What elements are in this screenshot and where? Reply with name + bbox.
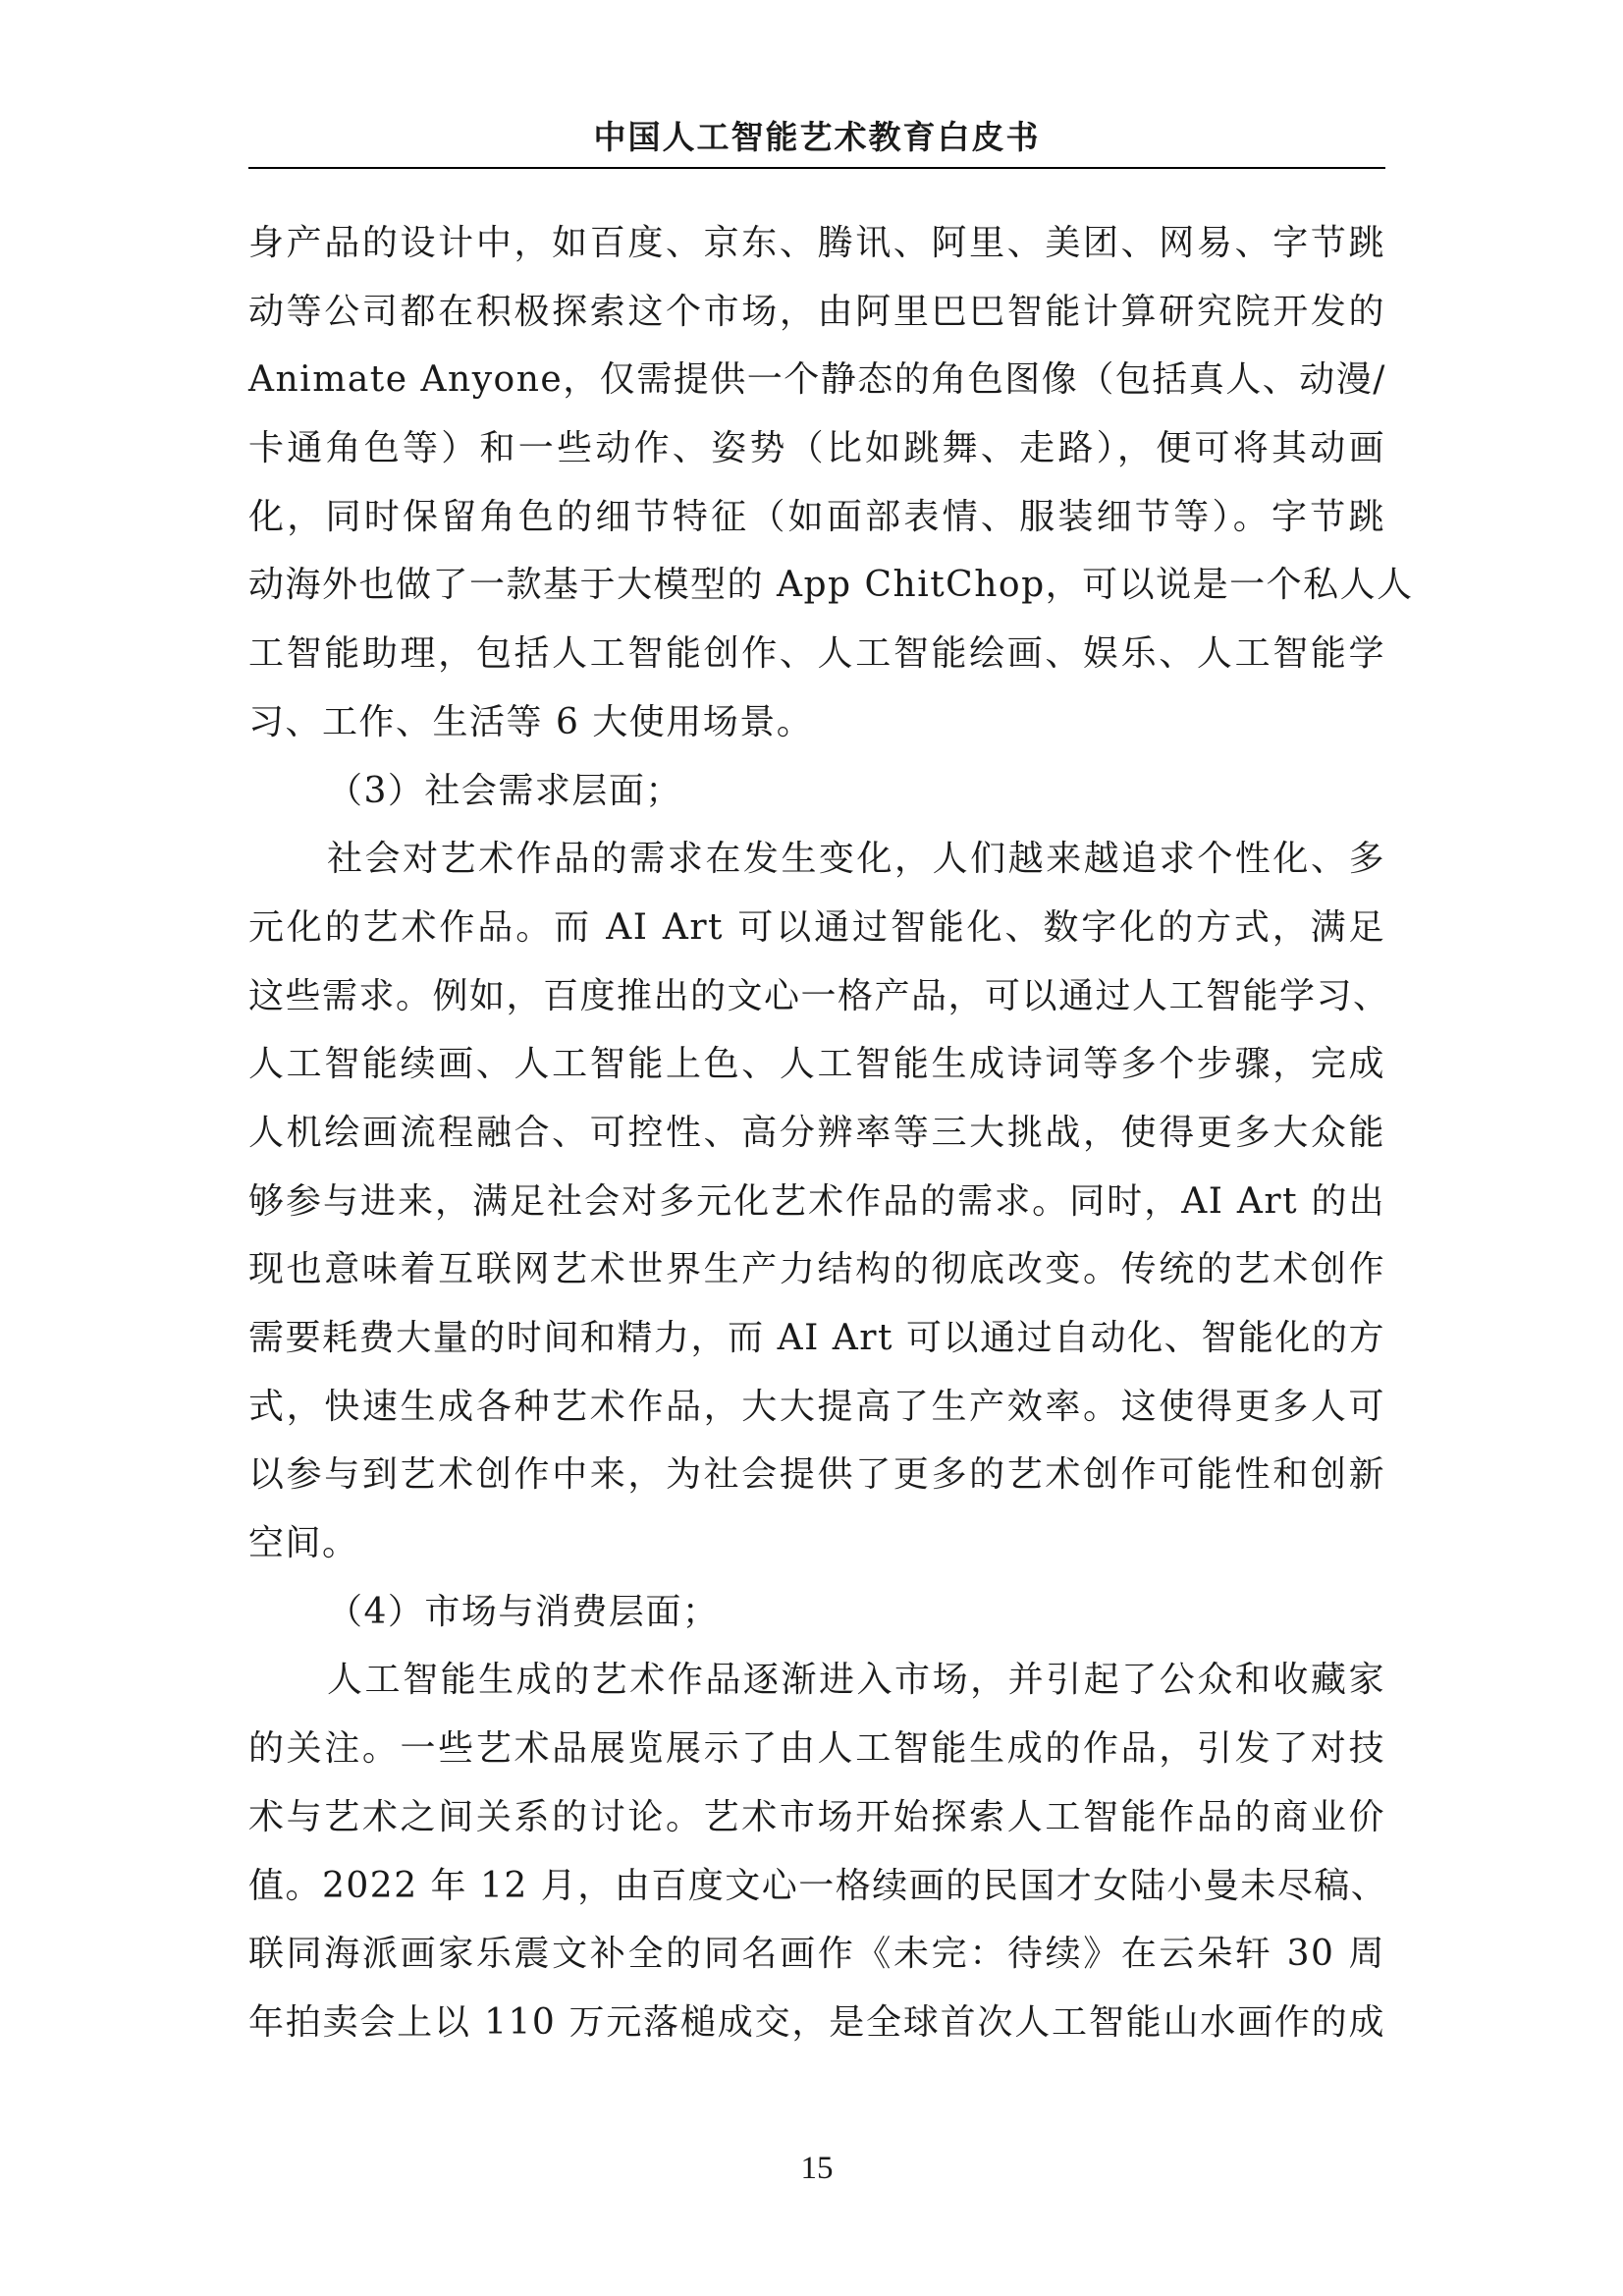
text-line: 人工智能续画、人工智能上色、人工智能生成诗词等多个步骤，完成 (248, 1044, 1385, 1085)
text-line: 年拍卖会上以 110 万元落槌成交，是全球首次人工智能山水画作的成 (248, 2001, 1385, 2043)
text-line: 这些需求。例如，百度推出的文心一格产品，可以通过人工智能学习、 (248, 975, 1390, 1016)
text-line: 联同海派画家乐震文补全的同名画作《未完：待续》在云朵轩 30 周 (248, 1934, 1385, 1975)
page-number: 15 (800, 2151, 834, 2186)
text-line: 以参与到艺术创作中来，为社会提供了更多的艺术创作可能性和创新 (248, 1454, 1385, 1496)
text-line: 人工智能生成的艺术作品逐渐进入市场，并引起了公众和收藏家 (327, 1660, 1385, 1701)
text-line: 值。2022 年 12 月，由百度文心一格续画的民国才女陆小曼未尽稿、 (248, 1865, 1388, 1906)
text-line: 式，快速生成各种艺术作品，大大提高了生产效率。这使得更多人可 (248, 1386, 1385, 1427)
text-line: 习、工作、生活等 6 大使用场景。 (248, 701, 814, 742)
body-text (248, 209, 1414, 2057)
text-line: 卡通角色等）和一些动作、姿势（比如跳舞、走路），便可将其动画 (248, 428, 1385, 469)
section-heading: （3）社会需求层面； (327, 770, 682, 811)
text-line: 化，同时保留角色的细节特征（如面部表情、服装细节等）。字节跳 (248, 496, 1385, 537)
text-line: Animate Anyone，仅需提供一个静态的角色图像（包括真人、动漫/ (248, 359, 1386, 401)
text-line: 社会对艺术作品的需求在发生变化，人们越来越追求个性化、多 (327, 839, 1385, 880)
text-line: 身产品的设计中，如百度、京东、腾讯、阿里、美团、网易、字节跳 (248, 223, 1385, 263)
text-line: 人机绘画流程融合、可控性、高分辨率等三大挑战，使得更多大众能 (248, 1112, 1385, 1153)
text-line: 动等公司都在积极探索这个市场，由阿里巴巴智能计算研究院开发的 (248, 291, 1385, 332)
text-line: 空间。 (248, 1523, 359, 1564)
section-heading: （4）市场与消费层面； (327, 1591, 720, 1632)
text-line: 动海外也做了一款基于大模型的 App ChitChop，可以说是一个私人人 (248, 565, 1414, 606)
text-line: 工智能助理，包括人工智能创作、人工智能绘画、娱乐、人工智能学 (248, 633, 1385, 675)
header-rule (248, 167, 1385, 169)
running-header: 中国人工智能艺术教育白皮书 (593, 118, 1041, 156)
text-line: 的关注。一些艺术品展览展示了由人工智能生成的作品，引发了对技 (248, 1728, 1385, 1770)
text-line: 元化的艺术作品。而 AI Art 可以通过智能化、数字化的方式，满足 (248, 906, 1385, 948)
text-line: 术与艺术之间关系的讨论。艺术市场开始探索人工智能作品的商业价 (248, 1796, 1385, 1837)
text-line: 需要耗费大量的时间和精力，而 AI Art 可以通过自动化、智能化的方 (248, 1318, 1385, 1358)
text-line: 现也意味着互联网艺术世界生产力结构的彻底改变。传统的艺术创作 (248, 1249, 1385, 1290)
text-line: 够参与进来，满足社会对多元化艺术作品的需求。同时，AI Art 的出 (248, 1180, 1385, 1222)
